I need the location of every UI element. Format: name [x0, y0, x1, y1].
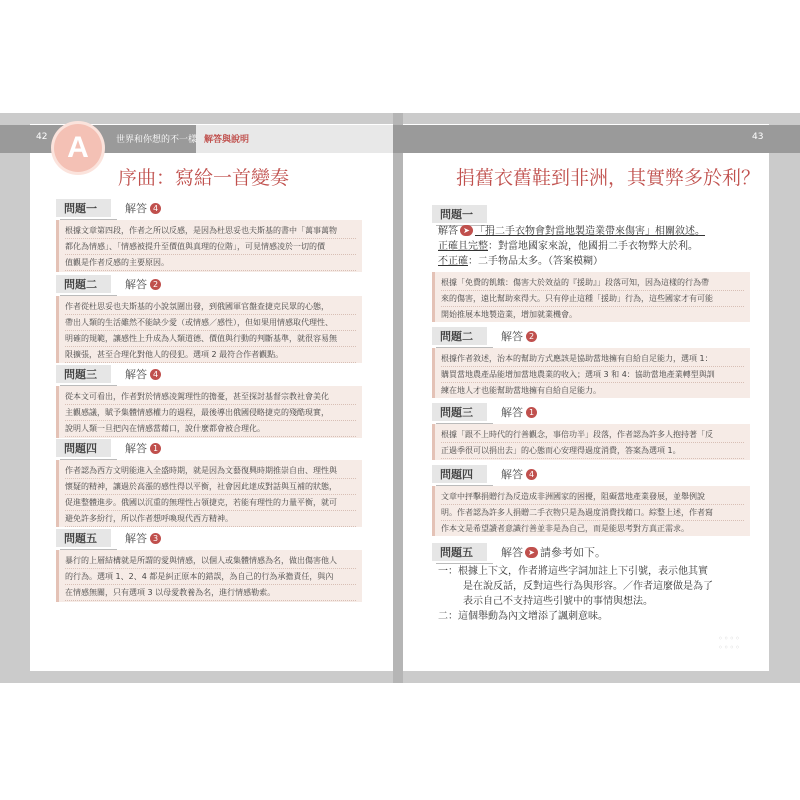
- series-title: 世界和你想的不一樣: [116, 135, 198, 145]
- answer-text: [501, 404, 537, 420]
- book-gutter: [393, 113, 403, 683]
- answer-text: [501, 544, 606, 560]
- explanation-line: 明。作者認為許多人捐贈二手衣物只是為過度消費找藉口。綜整上述，作者寫: [441, 505, 744, 521]
- answer-text: [125, 276, 161, 292]
- explanation-line: 練在地人才也能幫助當地擁有自給自足能力。: [441, 383, 744, 398]
- explanation-line: 避免許多紛行，所以作者想呼喚現代西方精神。: [65, 511, 356, 527]
- question-label: 問題五: [56, 529, 111, 547]
- right-q4-explanation: [432, 486, 750, 536]
- explanation-line: 根據作者敘述，治本的幫助方式應該是協助當地擁有自給自足能力，選項 1：: [441, 351, 744, 367]
- answer-text: [125, 530, 161, 546]
- explanation-line: 帶出人類的生活雖然不能缺少愛（或情感／感性），但如果用情感取代理性、: [65, 315, 356, 331]
- answer-number-badge: 4: [150, 369, 161, 380]
- answer-prefix: 解答: [501, 330, 523, 343]
- right-q5-header: [432, 544, 606, 560]
- arrow-icon: ➤: [460, 225, 473, 236]
- right-q5-item: 是在說反話，反對這些行為與形容。／作者這麼做是為了: [463, 581, 713, 592]
- answer-prefix: 解答: [125, 368, 147, 381]
- answer-prefix: 解答: [501, 546, 523, 559]
- right-q1-correct: [438, 240, 698, 254]
- explanation-line: 根據「免費的飢餓：傷害大於效益的『援助』」段落可知，因為這樣的行為帶: [441, 275, 744, 291]
- explanation-line: 作本文是希望讀者意識行善並非是為自己，而是能思考對方真正需求。: [441, 521, 744, 536]
- answer-prefix: 解答: [125, 442, 147, 455]
- answer-number-badge: 1: [150, 443, 161, 454]
- decorative-dots: ◦◦◦◦ ◦◦◦◦: [718, 634, 741, 652]
- answer-prefix: 解答: [438, 226, 458, 237]
- answer-text: [125, 440, 161, 456]
- left-q1-header: [56, 200, 161, 216]
- left-page-title: 序曲：寫給一首變奏: [118, 167, 290, 189]
- explanation-line: 促進整體進步。俄國以沉重的無理性占領捷克，若能有理性的力量平衡，就可: [65, 495, 356, 511]
- answer-number-badge: 2: [526, 331, 537, 342]
- right-page-title: 捐舊衣舊鞋到非洲，其實弊多於利？: [456, 167, 761, 189]
- right-q2-explanation: [432, 348, 750, 398]
- answer-suffix: 請參考如下。: [540, 546, 606, 559]
- explanation-line: 暴行的上層結構就是所謂的愛與情感，以個人或集體情感為名，做出傷害他人: [65, 553, 356, 569]
- right-q2-header: [432, 328, 537, 344]
- explanation-line: 作者認為西方文明能進入全盛時期，就是因為文藝復興時期推崇自由、理性與: [65, 463, 356, 479]
- right-q3-explanation: [432, 424, 750, 460]
- badge-letter: A: [67, 131, 89, 164]
- answer-number-badge: 3: [150, 533, 161, 544]
- left-q4-explanation: [56, 460, 362, 527]
- answer-badge: [54, 124, 102, 172]
- answer-number-badge: 2: [150, 279, 161, 290]
- answer-text: [125, 200, 161, 216]
- right-q3-header: [432, 404, 537, 420]
- question-label: 問題四: [432, 465, 487, 483]
- question-label: 問題五: [432, 543, 487, 561]
- explanation-line: 正過季很可以捐出去」的心態而心安理得過度消費，答案為選項 1。: [441, 443, 744, 459]
- explanation-line: 懷疑的精神，讓過於高漲的感性得以平衡，社會因此達成對話與互補的狀態，: [65, 479, 356, 495]
- answer-number-badge: 4: [150, 203, 161, 214]
- answer-text: [125, 366, 161, 382]
- question-label: 問題二: [432, 327, 487, 345]
- explanation-line: 根據「跟不上時代的行善觀念，事倍功半」段落，作者認為許多人抱持著「反: [441, 427, 744, 443]
- left-page-number: 42: [36, 132, 48, 142]
- explanation-line: 說明人類一旦把內在情感當藉口，說什麼都會被合理化。: [65, 421, 356, 437]
- right-q5-item: 表示自己不支持這些引號中的事情與想法。: [463, 596, 653, 607]
- explanation-line: 主觀感議，賦予集體情感權力的過程，最後導出俄國侵略捷克的殘酷現實，: [65, 405, 356, 421]
- incorrect-text: ：二手物品太多。（答案模糊）: [468, 256, 603, 267]
- left-q1-explanation: [56, 220, 362, 272]
- explanation-line: 作者從杜思妥也夫斯基的小說氛圍出發，到俄國軍官盤查捷克民眾的心態，: [65, 299, 356, 315]
- explanation-line: 明確的規範，讓感性上升成為人類道德、價值與行動的判斷基準，就很容易無: [65, 331, 356, 347]
- left-q5-explanation: [56, 550, 362, 602]
- answer-number-badge: 1: [526, 407, 537, 418]
- right-q4-header: [432, 466, 537, 482]
- explanation-line: 購買當地農產品能增加當地農業的收入；選項 3 和 4：協助當地產業轉型與訓: [441, 367, 744, 383]
- right-q1-incorrect: [438, 255, 603, 269]
- answer-text: [501, 466, 537, 482]
- answer-text: [501, 328, 537, 344]
- right-q5-item: 二：這個舉動為內文增添了諷刺意味。: [438, 611, 608, 622]
- explanation-line: 都化為情感」、「情感被提升至價值與真理的位階」，可見情感凌於一切的價: [65, 239, 356, 255]
- explanation-line: 開始推展本地製造業，增加就業機會。: [441, 307, 744, 322]
- answer-prefix: 解答: [501, 406, 523, 419]
- section-title: 解答與說明: [204, 135, 250, 145]
- answer-prefix: 解答: [501, 468, 523, 481]
- explanation-line: 根據文章第四段，作者之所以反感，是因為杜思妥也夫斯基的書中「萬事萬物: [65, 223, 356, 239]
- answer-number-badge: 4: [526, 469, 537, 480]
- question-label: 問題三: [56, 365, 111, 383]
- question-label: 問題四: [56, 439, 111, 457]
- left-q2-header: [56, 276, 161, 292]
- answer-prefix: 解答: [125, 278, 147, 291]
- arrow-icon: ➤: [525, 547, 538, 558]
- correct-label: 正確且完整: [438, 241, 488, 252]
- question-label: 問題二: [56, 275, 111, 293]
- left-q5-header: [56, 530, 161, 546]
- right-q1-explanation: [432, 272, 750, 322]
- explanation-line: 文章中抨擊捐贈行為反造成非洲國家的困擾，阻礙當地產業發展，並舉例說: [441, 489, 744, 505]
- correct-text: ：對當地國家來說，他國捐二手衣物弊大於利。: [488, 241, 698, 252]
- right-q5-item: 一：根據上下文，作者將這些字詞加註上下引號，表示他其實: [438, 566, 708, 577]
- explanation-line: 來的傷害，遠比幫助來得大。只有停止這種「援助」行為，這些國家才有可能: [441, 291, 744, 307]
- question-label: 問題一: [56, 199, 111, 217]
- incorrect-label: 不正確: [438, 256, 468, 267]
- right-q1-answer: [438, 225, 705, 239]
- explanation-line: 值觀是作者反感的主要原因。: [65, 255, 356, 271]
- explanation-line: 從本文可看出，作者對於情感凌駕理性的擔憂，甚至探討基督宗教社會美化: [65, 389, 356, 405]
- left-q2-explanation: [56, 296, 362, 363]
- question-label: 問題一: [432, 205, 487, 223]
- answer-prefix: 解答: [125, 532, 147, 545]
- answer-text: 「捐二手衣物會對當地製造業帶來傷害」相關敘述。: [475, 226, 705, 237]
- explanation-line: 的行為。選項 1、2、4 都是糾正原本的錯誤，為自己的行為承擔責任，與內: [65, 569, 356, 585]
- right-q1-header: [432, 206, 487, 222]
- answer-prefix: 解答: [125, 202, 147, 215]
- left-q4-header: [56, 440, 161, 456]
- left-q3-explanation: [56, 386, 362, 438]
- right-page-number: 43: [752, 132, 764, 142]
- left-q3-header: [56, 366, 161, 382]
- question-label: 問題三: [432, 403, 487, 421]
- explanation-line: 在情感無關，只有選項 3 以母愛教養為名，進行情感勒索。: [65, 585, 356, 601]
- explanation-line: 限擴張，甚至合理化對他人的侵犯。選項 2 最符合作者觀點。: [65, 347, 356, 363]
